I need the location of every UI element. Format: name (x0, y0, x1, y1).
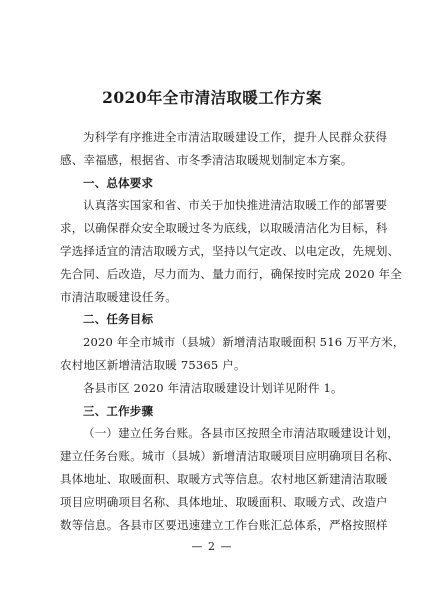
section-heading: 一、总体要求 (83, 175, 154, 190)
page-number: — 2 — (191, 540, 233, 553)
paragraph-line: 数等信息。各县市区要迅速建立工作台账汇总体系，严格按照样 (60, 517, 388, 532)
paragraph-line: 学选择适宜的清洁取暖方式，坚持以气定改、以电定改，先规划、 (60, 243, 400, 258)
paragraph-line: 2020 年全市城市（县城）新增清洁取暖面积 516 万平方米， (83, 335, 405, 350)
paragraph-line: 各县市区 2020 年清洁取暖建设计划详见附件 1。 (83, 380, 343, 395)
document-title: 2020年全市清洁取暖工作方案 (102, 88, 322, 107)
paragraph-line: 认真落实国家和省、市关于加快推进清洁取暖工作的部署要 (83, 198, 388, 213)
paragraph-line: 农村地区新增清洁取暖 75365 户。 (60, 357, 246, 372)
paragraph-line: 建立任务台账。城市（县城）新增清洁取暖项目应明确项目名称、 (60, 449, 400, 464)
paragraph-line: 感、幸福感，根据省、市冬季清洁取暖规划制定本方案。 (60, 152, 353, 167)
paragraph-line: 先合同、后改造，尽力而为、量力而行，确保按时完成 2020 年全 (60, 266, 402, 281)
section-heading: 三、工作步骤 (83, 403, 154, 418)
document-body (60, 126, 405, 536)
paragraph-line: （一）建立任务台账。各县市区按照全市清洁取暖建设计划， (83, 426, 399, 441)
paragraph-line: 为科学有序推进全市清洁取暖建设工作，提升人民群众获得 (83, 130, 388, 144)
paragraph-line: 市清洁取暖建设任务。 (60, 289, 177, 304)
section-heading: 二、任务目标 (83, 312, 154, 327)
paragraph-line: 求，以确保群众安全取暖过冬为底线，以取暖清洁化为目标，科 (60, 221, 388, 236)
paragraph-line: 具体地址、取暖面积、取暖方式等信息。农村地区新建清洁取暖 (60, 471, 388, 486)
paragraph-line: 项目应明确项目名称、具体地址、取暖面积、取暖方式、改造户 (60, 494, 388, 509)
